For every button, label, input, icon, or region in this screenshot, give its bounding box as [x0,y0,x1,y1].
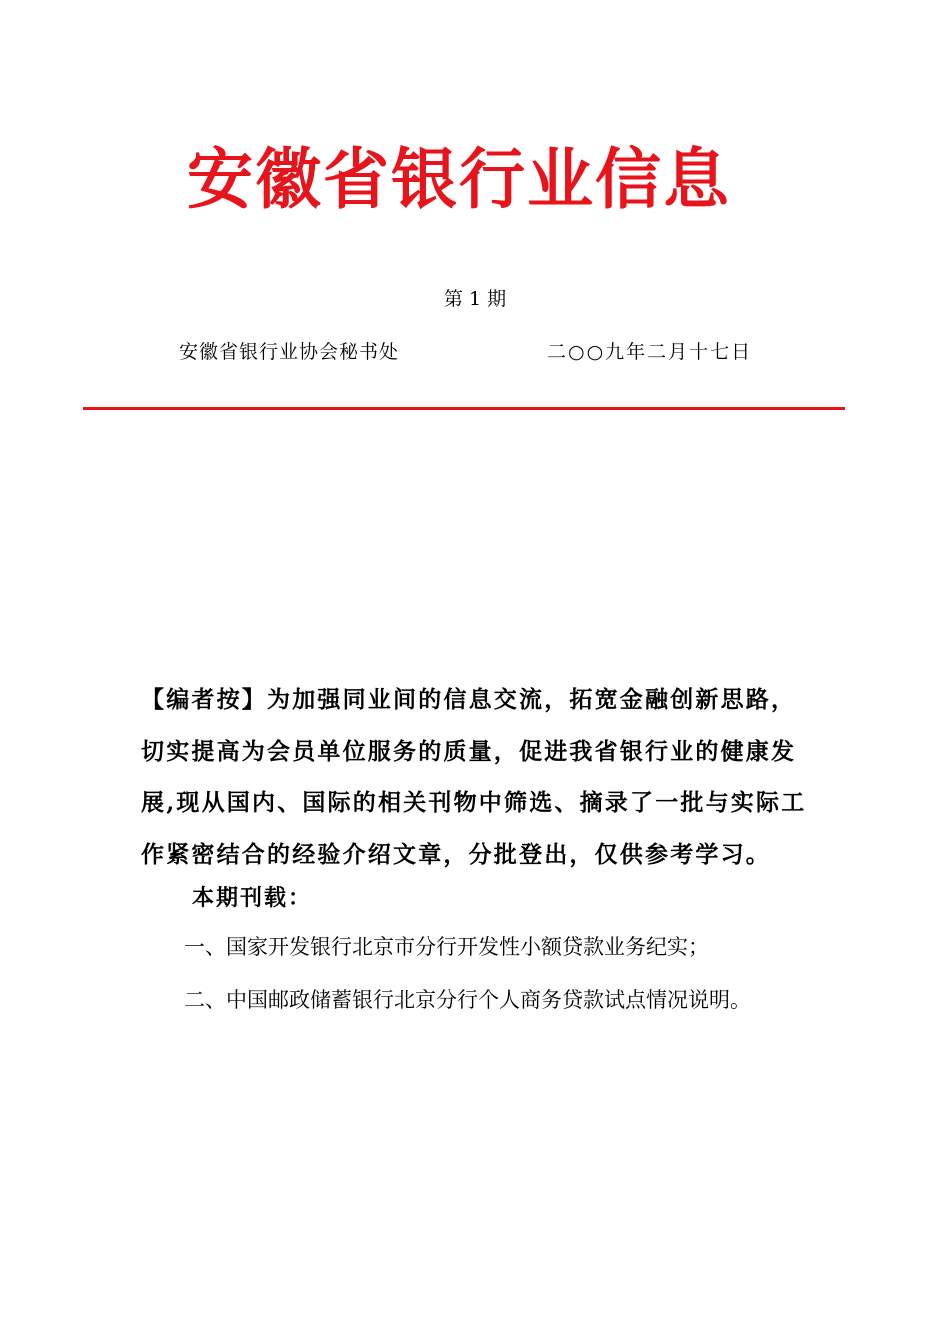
publisher: 安徽省银行业协会秘书处 [179,341,400,363]
contents-heading: 本期刊载： [192,885,313,911]
masthead-title: 安徽省银行业信息 [187,141,731,218]
contents-item: 二、中国邮政储蓄银行北京分行个人商务贷款试点情况说明。 [184,988,751,1012]
issue-number: 第 1 期 [443,288,507,310]
publication-date: 二○○九年二月十七日 [547,341,753,363]
contents-item: 一、国家开发银行北京市分行开发性小额贷款业务纪实； [184,935,709,959]
editor-note: 【编者按】为加强同业间的信息交流，拓宽金融创新思路，切实提高为会员单位服务的质量，促进我省银行业的健康发展,现从国内、国际的相关刊物中筛选、摘录了一批与实际工作紧密结合的经验介绍文章，分批登出，仅供参考学习。 [141,686,807,868]
red-divider [83,407,845,410]
